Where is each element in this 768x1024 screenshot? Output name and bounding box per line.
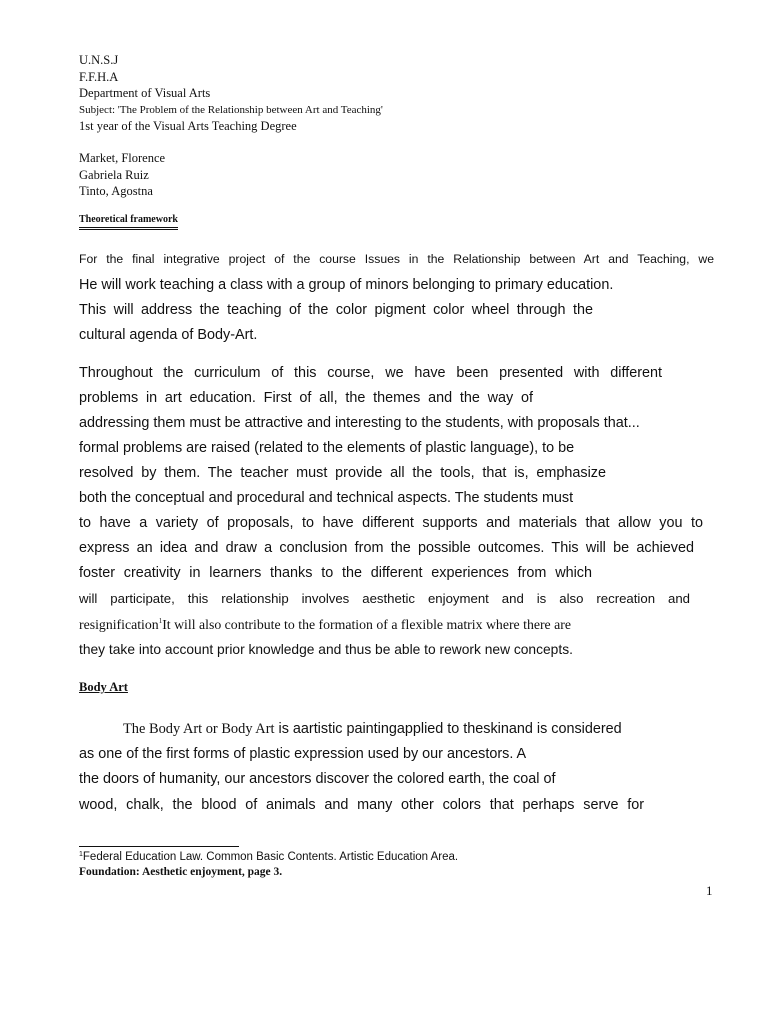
paragraph-text: It will also contribute to the formation of a flexible matrix where there are [162,617,571,632]
paragraph-line [79,465,606,481]
footnote-mark: 1 [79,851,83,858]
paragraph-text: foster creativity in learners thanks to the different experiences from which [79,565,592,581]
author-name: Gabriela Ruiz [79,167,149,182]
author-list [79,150,165,200]
paragraph-text: Throughout the curriculum of this course, we have been presented with different [79,365,662,381]
paragraph-line [79,797,644,813]
paragraph-line: both the conceptual and procedural and technical aspects. The students must [79,490,574,506]
paragraph-line: He will work teaching a class with a group of minors belonging to primary education. [79,277,614,293]
paragraph-text: This will address the teaching of the color pigment color wheel through the [79,302,593,318]
footnote [79,851,458,863]
paragraph-text: resignification [79,617,159,632]
paragraph-line [79,365,662,381]
paragraph-text: will participate, this relationship involves aesthetic enjoyment and is also recreation and [79,591,690,606]
paragraph-text: For the final integrative project of the course Issues in the Relationship between Art and Teaching, we [79,252,714,266]
author-name: Market, Florence [79,151,166,165]
paragraph-line [79,565,592,581]
course-year: 1st year of the Visual Arts Teaching Degree [79,119,297,133]
paragraph-text: express an idea and draw a conclusion from the possible outcomes. This will be achieved [79,540,694,556]
footnote-bold-text: Foundation: Aesthetic enjoyment, page 3. [79,866,283,878]
paragraph-text: wood, chalk, the blood of animals and many other colors that perhaps serve for [79,797,644,813]
paragraph-line [79,540,694,556]
section-heading-body-art: Body Art [79,680,128,694]
paragraph-line [79,617,571,633]
document-header [79,52,383,135]
university-name: U.N.S.J [79,53,119,67]
author-name: Tinto, Agostna [79,184,153,198]
paragraph-line: formal problems are raised (related to the elements of plastic language), to be [79,440,575,456]
subject-line: Subject: 'The Problem of the Relationship between Art and Teaching' [79,103,383,116]
paragraph-line: cultural agenda of Body-Art. [79,327,258,343]
paragraph-text: The Body Art or Body Art [123,721,275,737]
footnote-separator [79,846,239,847]
paragraph-line [79,302,593,318]
section-heading-theoretical-framework: Theoretical framework [79,213,178,230]
department-name: Department of Visual Arts [79,86,211,100]
footnote-reference: 1 [158,617,163,625]
page-number: 1 [706,883,713,898]
paragraph-text: to have a variety of proposals, to have different supports and materials that allow you to [79,515,703,531]
paragraph-text: resolved by them. The teacher must provide all the tools, that is, emphasize [79,465,606,481]
paragraph-text: is aartistic paintingapplied to theskinand is considered [274,721,622,737]
paragraph-line: the doors of humanity, our ancestors discover the colored earth, the coal of [79,771,556,787]
paragraph-line [79,515,703,531]
paragraph-line [123,721,622,738]
paragraph-text: problems in art education. First of all, the themes and the way of [79,390,533,406]
paragraph-line: as one of the first forms of plastic expression used by our ancestors. A [79,746,527,762]
paragraph-line: addressing them must be attractive and interesting to the students, with proposals that... [79,415,640,431]
paragraph-line [79,252,714,266]
faculty-name: F.F.H.A [79,69,119,84]
footnote-text: Federal Education Law. Common Basic Contents. Artistic Education Area. [82,851,459,863]
paragraph-line: they take into account prior knowledge and thus be able to rework new concepts. [79,642,573,657]
paragraph-line [79,390,533,406]
paragraph-line [79,591,690,606]
